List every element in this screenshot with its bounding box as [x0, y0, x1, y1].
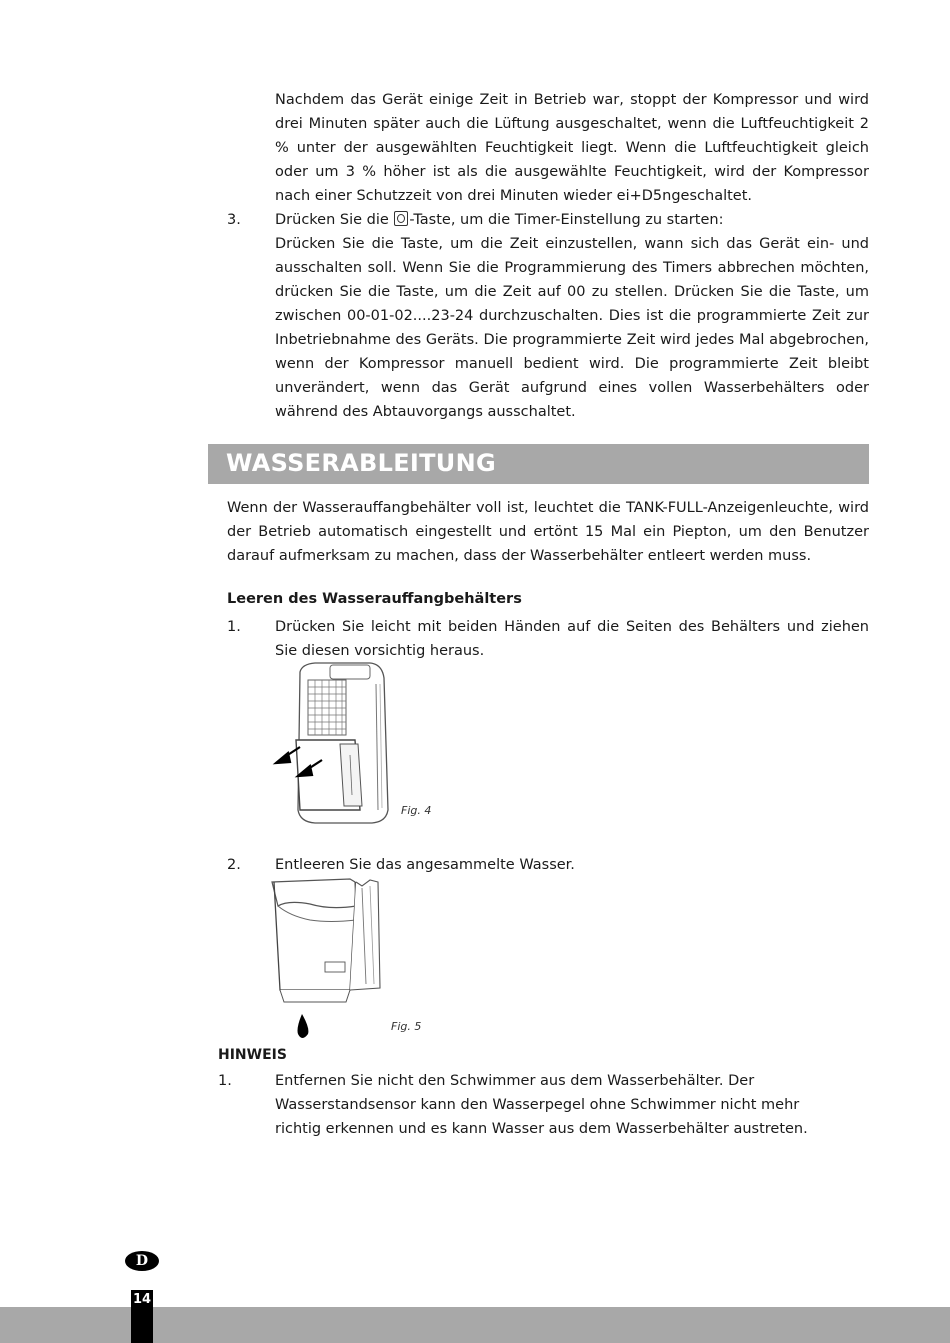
- fig5-caption: Fig. 5: [391, 1020, 422, 1033]
- section-title: WASSERABLEITUNG: [226, 449, 496, 477]
- subheading: Leeren des Wasserauffangbehälters: [227, 591, 522, 607]
- note-1-text: Entfernen Sie nicht den Schwimmer aus dem Wasserbehälter. Der Wasserstandsensor kann den Wasserpegel ohne Schwimmer nicht mehr richtig erkennen und es kann Wasser aus dem Wasserbehälter austreten.: [275, 1073, 808, 1137]
- step-1-text: Drücken Sie leicht mit beiden Händen auf die Seiten des Behälters und ziehen Sie diesen vorsichtig heraus.: [275, 619, 869, 659]
- section-intro: Wenn der Wasserauffangbehälter voll ist, leuchtet die TANK-FULL-Anzeigenleuchte, wird der Betrieb automatisch eingestellt und ertönt 15 Mal ein Piepton, um den Benutzer darauf aufmerksam zu machen, dass der Wasserbehälter entleert werden muss.: [227, 500, 869, 564]
- page-number: 14: [131, 1290, 153, 1343]
- fig5-illustration: [270, 876, 385, 1044]
- fig4-caption: Fig. 4: [401, 804, 432, 817]
- step-3-after-icon: -Taste, um die Timer-Einstellung zu starten:: [409, 212, 724, 228]
- step-3-before-icon: Drücken Sie die: [275, 212, 394, 228]
- step-3-body: Drücken Sie die Taste, um die Zeit einzustellen, wann sich das Gerät ein- und ausschalten soll. Wenn Sie die Programmierung des Timers abbrechen möchten, drücken Sie die Taste, um die Zeit auf 00 zu stellen. Drücken Sie die Taste, um zwischen 00-01-02....23-24 durchzuschalten. Dies ist die programmierte Zeit zur Inbetriebnahme des Geräts. Die programmierte Zeit wird jedes Mal abgebrochen, wenn der Kompressor manuell bedient wird. Die programmierte Zeit bleibt unverändert, wenn das Gerät aufgrund eines vollen Wasserbehälters oder während des Abtauvorgangs ausschaltet.: [275, 236, 869, 420]
- note-1-number: 1.: [218, 1073, 232, 1089]
- step-1-number: 1.: [227, 619, 241, 635]
- section-header-band: [208, 444, 869, 484]
- fig4-illustration: [270, 660, 400, 828]
- timer-button-icon: [394, 211, 408, 226]
- language-badge: D: [125, 1251, 159, 1271]
- step-2-text: Entleeren Sie das angesammelte Wasser.: [275, 857, 575, 873]
- note-heading: HINWEIS: [218, 1047, 287, 1063]
- step-3-number: 3.: [227, 212, 241, 228]
- step-2-number: 2.: [227, 857, 241, 873]
- timer-continuation-text: Nachdem das Gerät einige Zeit in Betrieb war, stoppt der Kompressor und wird drei Minuten später auch die Lüftung ausgeschaltet, wenn die Luftfeuchtigkeit 2 % unter der ausgewählten Feuchtigkeit liegt. Wenn die Luftfeuchtigkeit gleich oder um 3 % höher ist als die ausgewählte Feuchtigkeit, wird der Kompressor nach einer Schutzzeit von drei Minuten wieder ei+D5ngeschaltet.: [275, 92, 869, 204]
- step-3-heading: [275, 208, 869, 232]
